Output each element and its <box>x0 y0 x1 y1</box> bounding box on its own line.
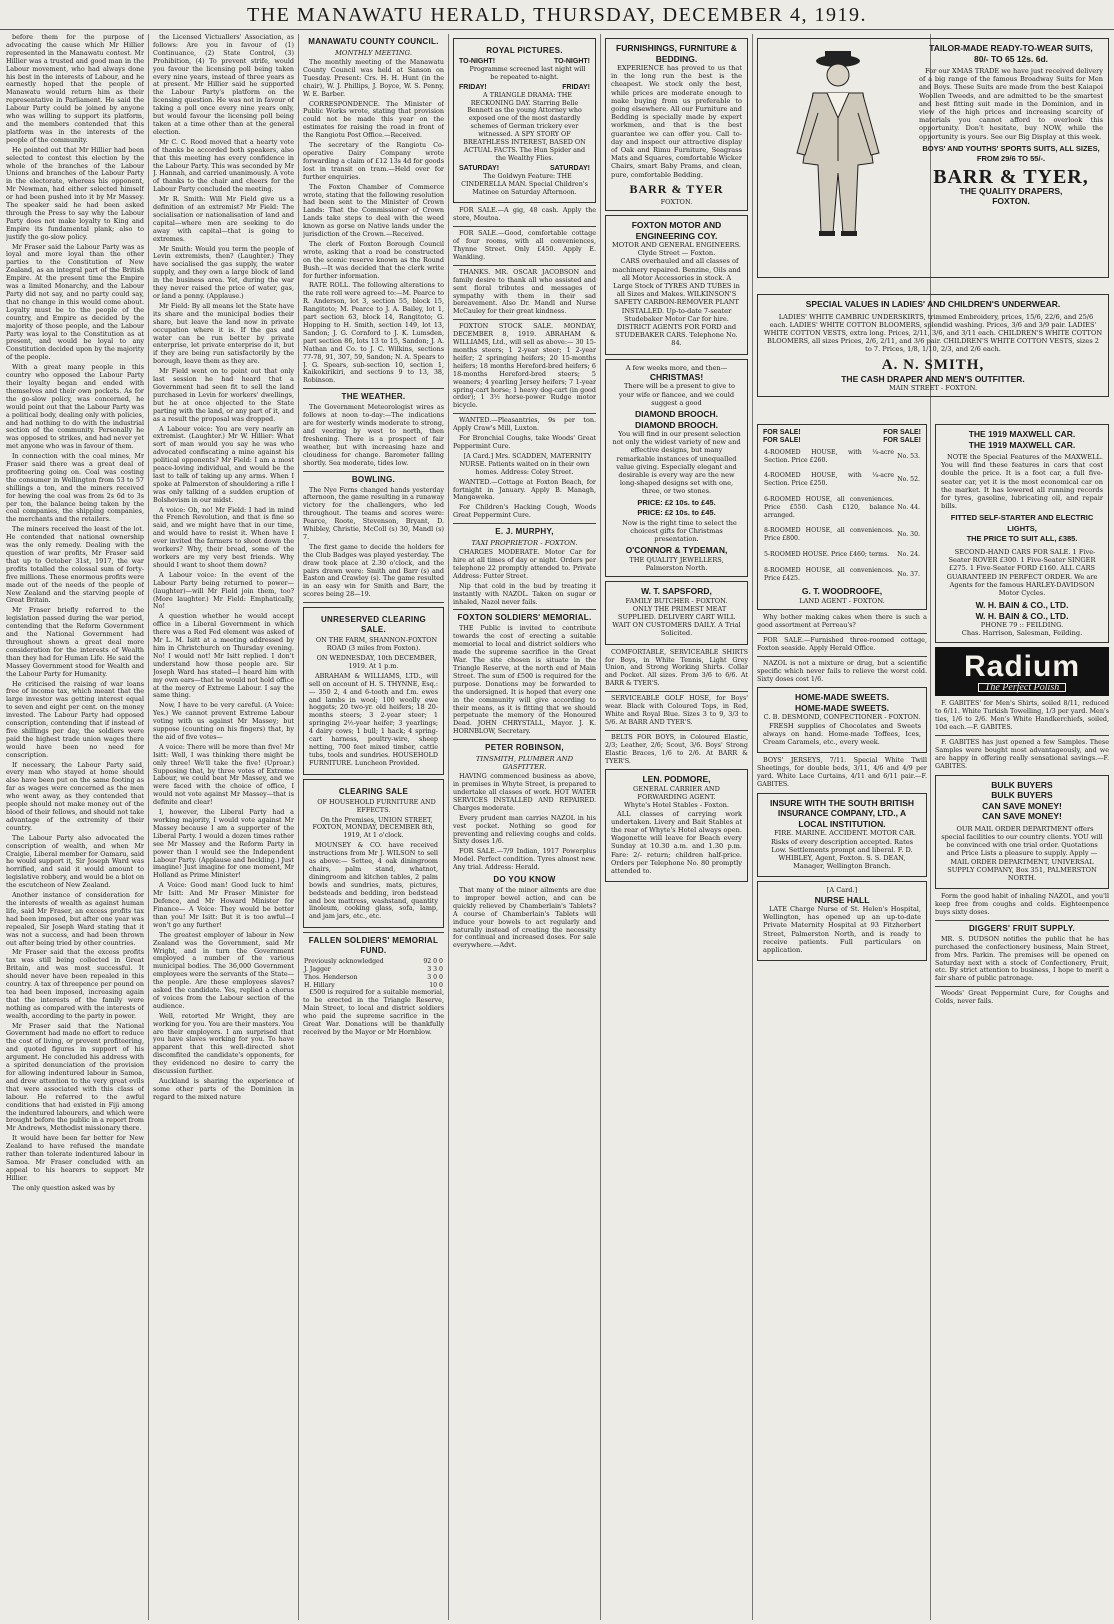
divider <box>453 265 596 266</box>
house-number: No. 52. <box>897 476 920 484</box>
article-paragraph: The miners received the least of the lot. He contended that national ownership was the only remedy. Dealing with the question of war profits, Mr Fraser said that up to October 31st, 1917, the war profits totalled the colossal sum of forty-five millions. These enormous profits were made out of the needs of the people of New Zealand and the starving people of Great Britain. <box>6 525 144 605</box>
maxwell-title: THE 1919 MAXWELL CAR. <box>968 429 1076 439</box>
article-paragraph: A Labour voice: In the event of the Labour Party being returned to power—(laughter)—will Mr Field join them, too? (More laughter.) Mr Field: Emphatically, No! <box>153 570 294 611</box>
article-paragraph: the Licensed Victuallers' Association, as follows: Are you in favour of (1) Continuance, (2) State Control, (3) Prohibition, (4) To prevent strife, would you favour the licensing poll being taken every nine years, instead of three years as at present. Mr Hillier said he supported the Labour Party's platform on the licensing question. He was not in favour of taking a poll once every nine years only, but would favour the licensing poll being taken at a time other than at the general election. <box>153 34 294 136</box>
nurse-ad <box>757 881 927 961</box>
murphy-subheading: TAXI PROPRIETOR - FOXTON. <box>471 539 578 548</box>
carrier-body: ALL classes of carrying work undertaken. Livery and Bait Stables at the rear of Whyte's Hotel always open. Wagonette will leave for Beach every Sunday at 10.30 a.m. and 1.30 p.m. Fare: 2/- return; children half-price. Orders per Telephone No. 80 promptly attended to. <box>611 809 742 875</box>
soldiers-memorial-heading: FOXTON SOLDIERS' MEMORIAL. <box>457 613 592 623</box>
jewellers-firm: O'CONNOR & TYDEMAN, <box>625 545 728 556</box>
divider <box>453 609 596 610</box>
house-number: No. 44. <box>897 503 920 511</box>
county-council-heading: MANAWATU COUNTY COUNCIL. <box>308 37 439 46</box>
divider <box>935 735 1109 736</box>
table-row <box>763 527 921 543</box>
classified-ad: SERVICEABLE GOLF HOSE, for Boys' wear. Black with Coloured Tops, in Red, White and Royal Blue. Sizes 3 to 9, 3/3 to 5/6. At BARR AND TYER'S. <box>605 694 748 726</box>
classified-ad: WANTED.—Pleasantries, 9s per ton. Apply Craw's Mill, Luxton. <box>453 416 596 433</box>
donor-amount: 92 0 0 <box>423 958 443 966</box>
classified-ad: NAZOL is not a mixture or drug, but a scientific specific which never fails to relieve the worst cold. Sixty doses cost 1/6. <box>757 658 927 683</box>
tonight-label: TO-NIGHT! <box>459 58 496 65</box>
article-paragraph: A question whether he would accept office in a Liberal Government in which there was a Red Fed element was asked of Mr L. M. Isitt at a meeting addressed by him in Christchurch on Thursday evening. No! I would not! Mr Isitt replied. I don't understand how those people are. Sir Joseph Ward has stated—I heard him with my own ears—that he would not hold office at the mercy of Extreme Labour. I say the same thing. <box>153 612 294 700</box>
classified-ad: F. GABITES' for Men's Shirts, soiled 8/11, reduced to 6/11. White Turkish Towelling, 1/3 per yard. Men's ties, 1/6 to 2/6. Men's White Handkerchiefs, soiled, 10d each.—F. GABITES. <box>935 699 1109 732</box>
article-paragraph: Mr Fraser said that the National Government had made no effort to reduce the cost of living, or prevent profiteering, and quoted figures in support of his argument. He concluded his address with a spirited denunciation of the provision for allowing indentured labour in Samoa, and drew attention to the very great evils that were associated with this class of labour. He referred to the awful conditions that had existed in Fiji among the indentured labourers, and which were brought before the public in a report from Mr Andrews, Methodist missionary there. <box>6 1021 144 1133</box>
article-paragraph: The Labour Party also advocated the conscription of wealth, and when Mr Craigie, Liberal member for Oamaru, said he would support it, Sir Joseph Ward was horrified, and said it would amount to legislative robbery, and would be a blot on the escutcheon of New Zealand. <box>6 833 144 890</box>
table-row <box>763 496 921 519</box>
divider <box>757 633 927 634</box>
article-paragraph: The Foxton Chamber of Commerce wrote, stating that the following resolution had been sent to the Minister of Crown Lands: That the Commissioner of Crown Lands take steps to deal with the weed known as gorse on Native lands under the jurisdiction of the Crown.—Received. <box>303 182 444 239</box>
masthead: THE MANAWATU HERALD, THURSDAY, DECEMBER 4, 1919. <box>0 0 1114 30</box>
table-row <box>303 958 444 966</box>
fruit-supply-heading: DIGGERS' FRUIT SUPPLY. <box>968 923 1075 933</box>
classified-ad: FOR SALE.—A gig, 48 cash. Apply the store, Moutoa. <box>453 206 596 223</box>
soldiers-memorial-paragraph: THE Public is invited to contribute towards the cost of erecting a suitable memorial to local and district soldiers who made the supreme sacrifice in the Great War. The site chosen is situate in the Triangle Reserve, at the north end of Main Street. The sum of £500 is required for the purpose. Donations may be forwarded to the undersigned. It is hoped that every one in the community will give according to their means, as it is fitting that we should perpetuate the memory of the Honoured Dead. JOHN CHRYSTALL, Mayor. J. K. HORNBLOW, Secretary. <box>453 624 596 736</box>
motor-engineering-sub: MOTOR AND GENERAL ENGINEERS. <box>612 241 741 250</box>
divider <box>453 739 596 740</box>
murphy-paragraph: CHARGES MODERATE. Motor Car for hire at all times of day or night. Orders per telephone 22 promptly attended to. Private Address: Futter Street. <box>453 548 596 580</box>
column-6 <box>757 420 927 1620</box>
house-description: 5-ROOMED HOUSE. Price £460; terms. <box>764 550 890 558</box>
maxwell-second-hand: SECOND-HAND CARS FOR SALE. 1 Five-Seater ROVER £300. 1 Five-Seater SINGER £275. 1 Five-Seater FORD £160. ALL CARS GUARANTEED IN PERFECT ORDER. We are Agents for the famous HARLEY-DAVIDSON Motor Cycles. <box>946 547 1098 597</box>
bowling-heading: BOWLING. <box>351 474 396 484</box>
donor-name: Previously acknowledged <box>304 958 384 966</box>
article-paragraph: If necessary, the Labour Party said, every man who stayed at home should also have been put on the same footing as far as wages were concerned as the men who went away, as they contended that people should not make money out of the blood of their fellows, and should not take advantage of the extremity of their country. <box>6 760 144 832</box>
carrier-ad <box>605 769 748 882</box>
nurse-card: [A Card.] <box>826 886 858 895</box>
butcher-ad <box>605 581 748 645</box>
column-5 <box>605 34 748 1620</box>
jewellers-ad <box>605 359 748 577</box>
radium-tagline: The Perfect Polish <box>978 683 1066 693</box>
divider <box>453 523 596 524</box>
bulk-body: OUR MAIL ORDER DEPARTMENT offers special facilities to our country clients. YOU will be convinced with one trial order. Quotations and Price Lists a pleasure to supply. Apply — MAIL ORDER DEPARTMENT, UNIVERSAL SUPPLY COMPANY, Box 351, PALMERSTON NORTH. <box>941 824 1103 882</box>
divider <box>303 602 444 603</box>
article-paragraph: With a great many people in this country who opposed the Labour Party their loyalty began and ended with themselves and their own pockets. As for the go-slow policy, was concerned, he would point out that the Labour Party was a political body, dealing only with policies, and had nothing to do with the industrial section of the community. Personally he was opposed to strikes, and had never yet met anyone who was in favour of them. <box>6 363 144 451</box>
column-rule <box>148 34 149 1620</box>
tailor-ad-area <box>757 34 1109 284</box>
bulk-sub: CAN SAVE MONEY! <box>982 800 1062 811</box>
sweets-body: FRESH supplies of Chocolates and Sweets always on hand. Home-made Toffees, Ices, Cream Caramels, etc., every week. <box>763 721 921 747</box>
maxwell-car-ad <box>935 424 1109 643</box>
jewellers-item: DIAMOND BROOCH. <box>634 409 719 419</box>
donor-amount: 3 0 0 <box>427 973 443 981</box>
divider <box>605 691 748 692</box>
nazol-paragraph: Nip that cold in the bud by treating it instantly with NAZOL. Taken on sugar or inhaled, Nazol never fails. <box>453 581 596 606</box>
for-sale-label: FOR SALE! <box>763 436 801 444</box>
column-rule <box>752 34 753 1620</box>
article-paragraph: Now, I have to be very careful. (A Voice: Yes.) We cannot prevent Extreme Labour voting with us against Mr Massey; but suppose (counting on his fingers) that, by the aid of five votes— <box>153 701 294 741</box>
for-sale-label: FOR SALE! <box>763 429 801 436</box>
jewellers-price: PRICE: £2 10s. to £45. <box>637 508 716 518</box>
classified-ad: COMFORTABLE, SERVICEABLE SHIRTS for Boys, in White Tennis, Light Grey Union, and Strong Working Shirts. Collar and Pocket. All sizes. From 3/6 to 6/6. At BARR & TYER'S. <box>605 647 748 688</box>
tailor-firm: BARR & TYER, <box>933 165 1089 188</box>
sweets-ad <box>757 687 927 753</box>
for-sale-label: FOR SALE! <box>883 429 921 436</box>
sweets-title: HOME-MADE SWEETS. <box>795 702 889 713</box>
bowling-paragraph: The Nye Ferns changed hands yesterday afternoon, the game resulting in a runaway victory for the challengers, who led throughout. The teams and scores were: Pearce, Roote, Stevenson, Bryant, D. Whibley, Christie, McColl (s) 30, Mandl (s) 7. <box>303 485 444 541</box>
article-paragraph: He criticised the raising of war loans free of income tax, which meant that the large investor was getting interest equal to seven and eight per cent. on the money invested. The Labour Party had opposed conscription, contending that if instead of five shillings per day, the soldiers were paid the highest trade union wages there would have been no need for conscription. <box>6 679 144 759</box>
memorial-fund-table <box>303 958 444 989</box>
article-paragraph: A voice: There will be more than five! Mr Isitt: Well, I was thinking there might be only three! We'll take the five! (Uproar.) Supposing that, by three votes of Extreme Labour, we could beat Mr Massey, and we were faced with the choice of office, I would not vote against Mr Massey—that is definite and clear! <box>153 742 294 807</box>
furnishings-ad <box>605 38 748 211</box>
weather-paragraph: The Government Meteorologist wires as follows at noon to-day:—The indications are for westerly winds moderate to strong, and veering by west to north, then freshening. There is a prospect of fair weather, but with increasing haze and cloudiness for change. Barometer falling shortly. Sea moderate, tides low. <box>303 403 444 467</box>
jewellers-title: CHRISTMAS! <box>649 371 704 382</box>
clearing-sale-line: ABRAHAM & WILLIAMS, LTD., will sell on account of H. S. THYNNE, Esq.:— 350 2, 4 and 6-tooth and f.m. ewes and lambs in wool; 100 woolly ewe hoggets; 20 two-yr. old heifers; 18 20-months steers; 3 2-year steer; 1 springing 2½-year heifer; 3 yearlings; 4 dairy cows; 1 bull; 1 hack; 4 spring-cart harness, poultry-wire, sheep netting, 700 feet mixed timber, cattle tubs, tools and sundries. HOUSEHOLD FURNITURE. Luncheon Provided. <box>309 671 438 767</box>
furnishings-title: FURNISHINGS, FURNITURE & BEDDING. <box>616 43 737 64</box>
saturday-label: SATURDAY! <box>549 164 590 172</box>
divider <box>935 986 1109 987</box>
for-sale-row <box>763 429 921 437</box>
classified-ad: FOR SALE.—Good, comfortable cottage of four rooms, with all conveniences, Thynne Street. Only £450. Apply E. Wankling. <box>453 229 596 261</box>
saturday-label: SATURDAY! <box>459 164 500 172</box>
sweets-title: HOME-MADE SWEETS. <box>795 692 889 703</box>
article-paragraph: Mr C. C. Rood moved that a hearty vote of thanks be accorded both speakers, also that this meeting has every confidence in the Labour Party. This was seconded by Mr J. Hannah, and carried unanimously. A vote of thanks to the chair and cheers for the Labour Party concluded the meeting. <box>153 137 294 194</box>
article-paragraph: Auckland is sharing the experience of some other parts of the Dominion in regard to the mixed nature <box>153 1077 294 1101</box>
article-paragraph: Another instance of consideration for the interests of wealth as against human life, said Mr Fraser, an excess profits tax had been imposed, but after one year was repealed, Sir Joseph Ward stating that it was not a success, and had been thrown out after being tried by other countries. <box>6 891 144 947</box>
article-paragraph: It would have been far better for New Zealand to have refused the mandate rather than tolerate indentured labour in Samoa. Mr Fraser concluded with an appeal to his hearers to support Mr Hillier. <box>6 1134 144 1182</box>
tailor-ad <box>757 38 1109 278</box>
article-paragraph: A voice: Oh, no! Mr Field: I had in mind the French Revolution, and that is fine so said, and we might have that in our time, and would have to resist it. When have I ever invited the farmers to shoot down the workers? Why, their bread, some of the workers are my very best friends. Why should I want to shoot them down? <box>153 505 294 569</box>
divider <box>935 920 1109 921</box>
table-row <box>763 449 921 465</box>
house-description: 4-ROOMED HOUSE, with ¼-acre Section. Price £250. <box>764 472 894 488</box>
house-number: No. 30. <box>897 531 920 539</box>
article-paragraph: A Voice: Good man! Good luck to him! Mr Isitt: And Mr Fraser Minister for Defence, and Mr Howard Minister for Finance— A Voice: They would be better than you! Mr Isitt: But it is too awful—I won't go any further! <box>153 881 294 929</box>
suit-figure-illustration <box>763 43 913 243</box>
classified-ad: Woods' Great Peppermint Cure, for Coughs and Colds, never fails. <box>935 989 1109 1006</box>
house-number: No. 24. <box>897 550 920 558</box>
maxwell-title: THE 1919 MAXWELL CAR. <box>968 439 1076 450</box>
table-row <box>303 966 444 974</box>
jewellers-place: Palmerston North. <box>645 563 708 572</box>
divider <box>453 319 596 320</box>
clearing-sale-heading: UNRESERVED CLEARING SALE. <box>320 615 427 635</box>
column-rule <box>448 34 449 1620</box>
furniture-sale-line: On the Premises, UNION STREET, FOXTON, MONDAY, DECEMBER 8th, 1919, At 1 o'clock. <box>312 815 435 840</box>
royal-pictures-line: The Goldwyn Feature: THE CINDERELLA MAN. Special Children's Matinee on Saturday Afternoon. <box>461 171 588 196</box>
house-sale-list <box>763 449 921 583</box>
classified-ad: FOR SALE.—7/9 Indian, 1917 Powerplus Model. Perfect condition. Tyres almost new. Any trial. Address: Herald. <box>453 847 596 872</box>
column-rule <box>298 34 299 1620</box>
column-7 <box>935 420 1109 1620</box>
robinson-subheading: TINSMITH, PLUMBER AND GASFITTER. <box>475 755 574 772</box>
divider <box>303 388 444 389</box>
tailor-body: For our XMAS TRADE we have just received delivery of a big range of the famous Broadway Suits for Men and Boys. These Suits are made from the best Kaiapoi Woollen Tweeds, and are admitted to be the smartest and best fitting suit made in the Dominion, and in view of the high prices and increasing scarcity of materials you cannot afford to overlook this opportunity. Don't hesitate, buy NOW, while the opportunity is yours. See our Big Display at this week. <box>919 67 1103 141</box>
radium-polish-ad <box>935 647 1109 697</box>
butcher-sub: FAMILY BUTCHER - FOXTON. <box>625 596 728 605</box>
classified-ad: FOR SALE.—Furnished three-roomed cottage, Foxton seaside. Apply Herald Office. <box>757 635 927 652</box>
memorial-fund-heading: FALLEN SOLDIERS' MEMORIAL FUND. <box>308 936 439 956</box>
article-paragraph: Well, retorted Mr Wright, they are working for you. You are their masters. You are their employers. I am surprised that you have slaves working for you. To have apparent that this well-directed shot discomfited the candidate's opponents, for they evidenced no desire to carry the discussion further. <box>153 1011 294 1076</box>
divider <box>453 413 596 414</box>
jewellers-body: You will find in our present selection not only the widest variety of new and effective designs, but many remarkable instances of unequalled value giving. Especially elegant and desirable is every way are the new long-shaped designs set with one, three, or two stones. <box>612 430 741 496</box>
jewellers-firm-sub: THE QUALITY JEWELLERS, <box>629 555 724 564</box>
article-paragraph: A Labour voice: You are very nearly an extremist. (Laughter.) Mr W. Hillier: What sort of man would you say he was who advocated confiscating a mine against his political opponents? Mr Field: I am a most peace-loving individual, and would be the last to talk of taking up any arms. When I spoke at Palmerston of shouldering a rifle I was only talking of a sudden eruption of Bolshevism in our midst. <box>153 424 294 504</box>
friday-label: FRIDAY! <box>459 83 487 91</box>
friday-label: FRIDAY! <box>562 83 590 91</box>
clearing-sale-ad <box>303 607 444 775</box>
motor-engineering-body: CARS overhauled and all classes of machinery repaired. Benzine, Oils and all Motor Accessories in stock. A Large Stock of TYRES AND TUBES in all Sizes and Makes. WILKINSON'S SAFETY CARBON-REMOVER PLANT INSTALLED. Up-to-date 7-seater Studebaker Motor Car for hire. DISTRICT AGENTS FOR FORD and STUDEBAKER CARS. Telephone No. 84. <box>612 257 741 348</box>
tailor-place: FOXTON. <box>992 196 1030 207</box>
murphy-heading: E. J. MURPHY, <box>495 527 554 537</box>
column-2 <box>153 34 294 1620</box>
article-paragraph: Mr Smith: Would you term the people of Levin extremists, then? (Laughter.) They have socialised the gas supply, the water supply, and they own a large block of land in the business area. Yet, during the war they never raised the price of water, gas, or land a penny. (Applause.) <box>153 244 294 300</box>
article-paragraph: The only question asked was by <box>12 1183 115 1192</box>
donor-name: Thos. Henderson <box>304 973 358 981</box>
motor-engineering-title: FOXTON MOTOR AND ENGINEERING COY. <box>631 220 722 241</box>
maxwell-price: THE PRICE TO SUIT ALL, £385. <box>966 534 1078 544</box>
butcher-body: ONLY THE PRIMEST MEAT SUPPLIED. DELIVERY CART WILL WAIT ON CUSTOMERS DAILY. A Trial Solicited. <box>612 604 741 638</box>
maxwell-firm: W. H. BAIN & CO., LTD. <box>975 610 1069 621</box>
maxwell-body: NOTE the Special Features of the MAXWELL. You will find these features in cars that cost double the price. It is a foot car, a full five-seater car, yet it is the most economical car on the market. It has lowered all running records for tyres, gasoline, lubricating oil, and repair bills. <box>941 453 1103 511</box>
land-agent-firm: G. T. WOODROOFE, <box>801 586 883 597</box>
underwear-firm: A. N. SMITH, <box>881 356 985 373</box>
classified-ad: F. GABITES has just opened a few Samples. These Samples were bought most advantageously, and we are happy in offering really sensational savings.—F. GABITES. <box>935 738 1109 770</box>
article-paragraph: Mr Fraser said the Labour Party was as loyal and more loyal than the other parties to the Constitution of New Zealand, as an integral part of the British Empire. At the present time the Empire was a limited Monarchy, and the Labour Party did not say, and no party could say, that no change in this would come about. Loyalty must be to the people of the country, and Empire as decided by the majority of those people, and the Labour Party was loyal to the Constitution as at present, and would be loyal to any Constitution decided upon by the majority of the people. <box>6 242 144 362</box>
article-paragraph: Mr Fraser said that the excess profits tax was still being collected in Great Britain, and was most successful. It should never have been repealed in this country. A tax of threepence per pound on tea had been imposed, increasing again that the interests of the family were nothing as compared with the interests of wealth, according to the party in power. <box>6 948 144 1020</box>
classified-ad: WANTED.—Cottage at Foxton Beach, for fortnight in January. Apply B. Managh, Mangaweka. <box>453 477 596 502</box>
tailor-price: 80/- TO 65 12s. 6d. <box>973 53 1049 64</box>
robinson-heading: PETER ROBINSON, <box>485 743 564 753</box>
carrier-sub: GENERAL CARRIER AND FORWARDING AGENT. <box>633 784 720 802</box>
tailor-firm-sub: THE QUALITY DRAPERS, <box>959 185 1063 196</box>
table-row <box>303 974 444 982</box>
article-paragraph: The secretary of the Rangiotu Co-operative Dairy Company wrote forwarding a claim of £12 13s 4d for goods lost in transit on tram.—Held over for further enquiries. <box>303 141 444 181</box>
underwear-body: LADIES' WHITE CAMBRIC UNDERSKIRTS, trimmed Embroidery, prices, 15/6, 22/6, and 25/6 each. LADIES' WHITE COTTON BLOOMERS, splendid washing. Prices, 3/6 and 3/9 pair. LADIES' WHITE COTTON VESTS, extra long. Prices, 2/11, 3/6, and 3/11 each. CHILDREN'S WHITE COTTON BLOOMERS, all sizes Prices, 2/6, 2/11, and 3/6 pair. CHILDREN'S WHITE COTTON VESTS, sizes 2 to 7. Prices, 1/8, 1/10, 2/3, and 2/6 each. <box>763 312 1103 354</box>
fruit-supply-body: MR. S. DUDSON notifies the public that he has purchased the confectionery business, Main Street, from Mrs. Parkin. The premises will be opened on Saturday next with a stock of Confectionery, Fruit, etc. By strict attention to business, I hope to merit a fair share of public patronage. <box>935 934 1109 983</box>
furniture-sale-line: MOUNSEY & CO. have received instructions from Mr J. WILSON to sell as above:— Settee, 4 oak diningroom chairs, palm stand, whatnot, diningroom and kitchen tables, 2 palm bowls and sundries, mats, pictures, bedsteads and bedding, iron bedstead and box mattress, washstand, quantity linoleum, cooking glass, sofa, lamp, and jam jars, etc., etc. <box>309 841 438 921</box>
house-description: 8-ROOMED HOUSE, all conveniences. Price £800. <box>764 527 894 543</box>
donor-amount: 3 3 0 <box>427 966 443 974</box>
carrier-address: Whyte's Hotel Stables - Foxton. <box>623 801 730 810</box>
tonight-label: TO-NIGHT! <box>553 58 590 65</box>
divider <box>453 226 596 227</box>
classified-ad: For Children's Hacking Cough, Woods Great Peppermint Cure. <box>453 503 596 520</box>
article-paragraph: Mr Fraser briefly referred to the legislation passed during the war period, contending that the Reform Government and the National Government had throughout shown a great deal more consideration for the interests of Wealth than they had for Human Life. He said the Massey Government stood for Wealth and the Labour Party for Humanity. <box>6 606 144 678</box>
article-paragraph: The clerk of Foxton Borough Council wrote, asking that a road be constructed on the scenic reserve known as the Round Bush.—It was decided that the clerk write for further information. <box>303 239 444 280</box>
underwear-ad-area <box>757 290 1109 415</box>
house-number: No. 53. <box>897 452 920 460</box>
column-rule <box>600 34 601 1620</box>
furnishings-firm: BARR & TYER <box>629 181 724 196</box>
article-paragraph: Mr R. Smith: Will Mr Field give us a definition of an extremist? Mr Field: The socialisation or nationalisation of land and capital—where men are seeking to do away with capital—that is going to extremes. <box>153 195 294 243</box>
jewellers-lead: A few weeks more, and then— <box>625 363 728 372</box>
article-paragraph: CORRESPONDENCE. The Minister of Public Works wrote, stating that provision could not be made this year on the estimates for raising the road in front of the Rangiotu Post Office.—Received. <box>303 99 444 140</box>
jewellers-item: DIAMOND BROOCH. <box>634 419 719 430</box>
royal-pictures-ad <box>453 38 596 203</box>
divider <box>303 471 444 472</box>
classified-ad: THANKS. MR. OSCAR JACOBSON and family desire to thank all who assisted and sent floral tributes and messages of sympathy with them in their sad bereavement. Also Dr. Mandl and Nurse McCauley for their great kindness. <box>453 267 596 316</box>
jewellers-foot: Now is the right time to select the choicest gifts for Christmas presentation. <box>622 518 737 544</box>
nazol-paragraph: Every prudent man carries NAZOL in his vest pocket. Nothing so good for preventing and relieving coughs and colds. Sixty doses 1/6. <box>453 813 596 846</box>
nazol-paragraph: Form the good habit of inhaling NAZOL, and you'll keep free from coughs and colds. Eighteenpence buys sixty doses. <box>935 892 1109 916</box>
carrier-firm: LEN. PODMORE, <box>642 774 711 785</box>
classified-ad: BELTS FOR BOYS, in Coloured Elastic, 2/3; Leather, 2/6; Scout, 3/6. Boys' Strong Elastic Braces, 1/6 to 2/6. At BARR & TYER'S. <box>605 732 748 765</box>
table-row <box>763 567 921 583</box>
county-council-subheading: MONTHLY MEETING. <box>334 49 413 57</box>
underwear-sub: THE CASH DRAPER AND MEN'S OUTFITTER. <box>841 373 1025 384</box>
bowling-paragraph: The first game to decide the holders for the Club Badges was played yesterday. The draw took place at 2.30 o'clock, and the pairs drawn were: Smith and Barr (s) and Easton and Crawley (s). The game resulted in an easy win for Smith and Barr, the scores being 28—19. <box>303 542 444 599</box>
divider <box>757 656 927 657</box>
house-description: 8-ROOMED HOUSE, all conveniences. Price £425. <box>764 566 894 582</box>
bulk-title: BULK BUYERS <box>991 779 1053 790</box>
nurse-body: LATE Charge Nurse of St. Helen's Hospital, Wellington, has opened up an up-to-date Private Maternity Hospital at 93 Fitzherbert Street, Palmerston North, and is ready to receive patients. Full particulars on application. <box>763 905 921 955</box>
maxwell-salesman: Chas. Harrison, Salesman, Feilding. <box>961 629 1083 638</box>
jewellers-price: PRICE: £2 10s. to £45. <box>637 497 716 507</box>
motor-engineering-ad <box>605 215 748 355</box>
divider <box>605 730 748 731</box>
article-paragraph: RATE ROLL. The following alterations to the rate roll were agreed to:—M. Pearce to R. Anderson, lot 3, section 55, block 15, Rangitoto; M. Pearce to J. A. Bailey, lot 1, part section 63, block 14, Rangitoto; G. Hopping to H. Smith, section 149, lot 13, Sandon; J. G. Cornford to J. K. Lumsden, part section 86, lots 13 to 15, Sandon; J. A. Nathan and Co. to J. C. Wilkins, sections 77-78, 91, 307, 59, Sandon; N. A. Spears to J. G. Spears, sub-section 10, section 1, Kaikokirikiri, and sections 9 to 13, 38, Robinson. <box>303 281 444 385</box>
robinson-paragraph: HAVING commenced business as above, in premises in Whyte Street, is prepared to undertake all classes of work. HOT WATER SERVICES INSTALLED AND REPAIRED. Charges moderate. <box>453 772 596 812</box>
table-row <box>763 472 921 488</box>
for-sale-label: FOR SALE! <box>883 436 921 444</box>
classified-ad: [A Card.] Mrs. SCADDEN, MATERNITY NURSE. Patients waited on in their own homes. Address: Coley Street. <box>459 451 592 476</box>
clearing-sale-line: ON THE FARM, SHANNON-FOXTON ROAD (3 miles from Foxton). <box>315 636 438 653</box>
classified-ad: Why bother making cakes when there is such a good assortment at Perreau's? <box>757 613 927 629</box>
furniture-sale-ad <box>303 779 444 929</box>
column-1 <box>6 34 144 1620</box>
memorial-fund-paragraph: £500 is required for a suitable memorial, to be erected in the Triangle Reserve, Main Street, to local and district soldiers who paid the supreme sacrifice in the Great War. Donations will be thankfully received by the Mayor or Mr Hornblow. <box>303 988 444 1036</box>
article-paragraph: Mr Field went on to point out that only last session he had heard that a Government had seen fit to sell the land purchased in Levin for workers' dwellings, but he at once objected to the State parting with the land, or any part of it, and as a result the proposal was dropped. <box>153 367 294 423</box>
royal-pictures-line: Programme screened last night will be repeated to-night. <box>469 64 586 81</box>
bulk-buyers-ad <box>935 775 1109 889</box>
nurse-title: NURSE HALL <box>814 894 870 905</box>
article-paragraph: Mr Field: By all means let the State have its share and the municipal bodies their share, but leave the land now in private occupation where it is. If the gas and water can be run better by private enterprise, let private enterprise do it, but if they are being run satisfactorily by the borough, leave them as they are. <box>153 301 294 366</box>
donor-amount: 10 0 <box>429 981 443 989</box>
butcher-firm: W. T. SAPSFORD, <box>641 586 712 597</box>
classified-ad: For Bronchial Coughs, take Woods' Great Peppermint Cure. <box>453 434 596 450</box>
table-row <box>763 551 921 559</box>
article-paragraph: I, however, the Liberal Party had a working majority, I would vote against Mr Massey because I am a supporter of the Liberal Party. I would a dozen times rather see Mr Massey and the Reform Party in power than I would see the Independent Labour Party. (Applause and heckling.) Just imagine! Just imagine for one moment, Mr Holland as Prime Minister! <box>153 808 294 880</box>
maxwell-firm: W. H. BAIN & CO., LTD. <box>975 600 1069 611</box>
article-paragraph: The greatest employer of labour in New Zealand was the Government, said Mr Wright, and in turn the Government employed a number of the various municipal bodies. The 36,000 Government employees were the servants of the State—the people. Are these employees slaves? asked the candidate. Yes, replied a chorus of voices from the Labour section of the audience. <box>153 930 294 1010</box>
underwear-title: SPECIAL VALUES IN LADIES' AND CHILDREN'S UNDERWEAR. <box>805 299 1061 309</box>
do-you-know-paragraph: That many of the minor ailments are due to improper bowel action, and can be quickly relieved by Chamberlain's Tablets? A course of Chamberlain's Tablets will induce your bowels to act regularly and naturally instead of creating the necessity for continual and increased doses. For sale everywhere.—Advt. <box>453 886 596 950</box>
house-sale-ad <box>757 424 927 610</box>
underwear-ad <box>757 294 1109 397</box>
furnishings-place: FOXTON. <box>660 197 693 206</box>
bulk-sub: CAN SAVE MONEY! <box>982 811 1062 822</box>
motor-engineering-address: Clyde Street — Foxton. <box>637 249 716 258</box>
tailor-boys: BOYS' AND YOUTHS' SPORTS SUITS, ALL SIZES, FROM 29/6 TO 55/-. <box>922 143 1100 164</box>
for-sale-row <box>763 437 921 445</box>
house-description: 6-ROOMED HOUSE, all conveniences. Price £550. Cash £120, balance arranged. <box>764 496 894 519</box>
land-agent-sub: LAND AGENT - FOXTON. <box>799 596 885 605</box>
bulk-title: BULK BUYERS <box>991 790 1053 801</box>
article-paragraph: In connection with the coal mines, Mr Fraser said there was a great deal of profiteering going on. Coal was costing the consumer in Wellington from 53 to 57 shillings a ton, and the miners received for hewing the coal was from 2s 6d to 3s per ton, the balance being taken by the coal companies, the shipping companies, the merchants and the retailers. <box>6 452 144 524</box>
furniture-sale-line: OF HOUSEHOLD FURNITURE AND EFFECTS. <box>317 797 436 814</box>
donor-name: H. Hillary <box>304 981 335 989</box>
house-number: No. 37. <box>897 570 920 578</box>
tailor-title: TAILOR-MADE READY-TO-WEAR SUITS, <box>929 43 1093 53</box>
article-paragraph: The monthly meeting of the Manawatu County Council was held at Sanson on Tuesday. Present: Crs. H. H. Hunt (in the chair), W. J. Phillips, J. Boyce, W. S. Penny, W. E. Barber. <box>303 58 444 98</box>
classified-ad: FOXTON STOCK SALE. MONDAY, DECEMBER 8, 1919. ABRAHAM & WILLIAMS, Ltd., will sell as above:— 30 15-months steers; 1 2-year steer; 1 2-year heifer; 2 springing heifers; 20 15-months heifers; 18 months Hereford-bred heifers; 6 18-months Hereford-bred steers; 5 weaners; 4 yearling Jersey heifers; 7 1-year spring-cart horse; 1 heavy dog-cart (in good order); 1 3½ horse-power Rudge motor bicycle. <box>453 322 596 410</box>
royal-pictures-line: A TRIANGLE DRAMA: THE RECKONING DAY. Starring Belle Bennett as the young Attorney who exposed one of the most dastardly schemes of German trickery ever witnessed. A SPY STORY OF BREATHLESS INTEREST, BASED ON ACTUAL FACTS. The Hun Spider and the Wealthy Flies. <box>463 90 586 162</box>
insurance-title: INSURE WITH THE SOUTH BRITISH INSURANCE COMPANY, LTD., A LOCAL INSTITUTION. <box>769 797 915 829</box>
furnishings-body: EXPERIENCE has proved to us that in the long run the best is the cheapest. We stock only the best, while prices are moderate enough to make buying from us preferable to going elsewhere. All our Furniture and Bedding is specially made by expert workmen, and that is the best guarantee we can offer you. Call to-day and inspect our attractive display of Oak and Rimu Furniture, Seagrass Mats and Squares, comfortable Wicker Chairs, smart Baby Prams, and clean, pure, comfortable Bedding. <box>611 64 742 179</box>
donor-name: J. Jagger <box>304 966 331 974</box>
column-3 <box>303 34 444 1620</box>
divider <box>303 932 444 933</box>
do-you-know-heading: DO YOU KNOW <box>493 875 556 885</box>
weather-heading: THE WEATHER. <box>341 392 406 402</box>
maxwell-phone: PHONE 79 :: FEILDING. <box>980 621 1064 630</box>
article-paragraph: before them for the purpose of advocating the cause which Mr Hillier represented in the Manawatu contest. Mr Hillier was a trusted and good man in the Labour movement, who had always done his best in the interests of Labour, and he earnestly hoped that the people of Manawatu would return him as their representative in Parliament. He said the Labour Party could be joined by anyone who was willing to support its platform, and the members contended that this platform was in the interests of the people of the community. <box>6 34 144 144</box>
house-description: 4-ROOMED HOUSE, with ¼-acre Section. Price £260. <box>764 448 894 464</box>
underwear-place: MAIN STREET - FOXTON. <box>888 384 978 393</box>
clearing-sale-line: ON WEDNESDAY, 10th DECEMBER, 1919. At 1 p.m. <box>316 654 437 670</box>
radium-logo-text: Radium <box>963 649 1080 683</box>
insurance-body: FIRE. MARINE. ACCIDENT. MOTOR CAR. Risks of every description accepted. Rates Low. Settlements prompt and liberal. F. D. WHIBLEY, Agent, Foxton. S. S. DEAN, Manager, Wellington Branch. <box>770 829 916 871</box>
article-paragraph: He pointed out that Mr Hillier had been selected to contest this election by the whole of the branches of the Labour Unions and branches of the Labour Party in the electorate, whereas his opponent, Mr Newman, had either selected himself or had been pushed into it by Mr Massey. The speaker said he had been asked through the Press to say why the Labour Party does not make loyalty to King and Empire its fundamental plank; also to justify the go-slow policy. <box>6 145 144 241</box>
royal-pictures-heading: ROYAL PICTURES. <box>486 46 563 55</box>
insurance-ad <box>757 793 927 878</box>
jewellers-body: There will be a present to give to your wife or fiancee, and we could suggest a good <box>618 382 735 407</box>
classified-ad: BOYS' JERSEYS, 7/11. Special White Twill Sheetings, for double beds, 3/11, 4/6 and 4/9 per yard. White Lace Curtains, 4/11 and 6/11 pair.—F. GABITES. <box>757 756 927 788</box>
sweets-firm: C. B. DESMOND, CONFECTIONER - FOXTON. <box>763 713 921 722</box>
column-4 <box>453 34 596 1620</box>
furniture-sale-heading: CLEARING SALE <box>338 786 409 796</box>
maxwell-fitted: FITTED SELF-STARTER AND ELECTRIC LIGHTS, <box>950 513 1094 533</box>
